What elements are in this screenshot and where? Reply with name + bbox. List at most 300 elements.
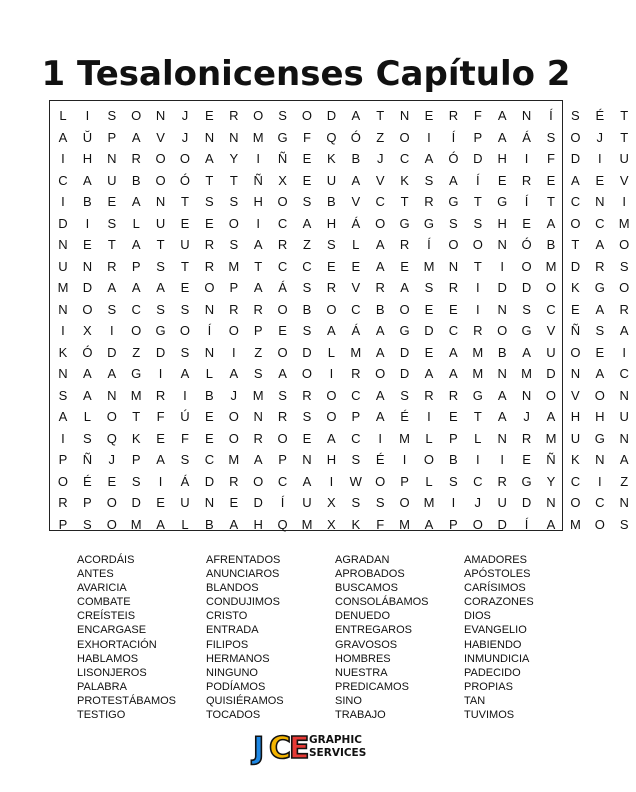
grid-letter: H (253, 516, 263, 532)
grid-letter: A (400, 280, 409, 295)
grid-letter: E (156, 495, 165, 510)
grid-letter: C (570, 473, 581, 489)
grid-letter: C (595, 495, 605, 510)
grid-letter: S (449, 473, 458, 489)
grid-letter: J (596, 129, 604, 145)
grid-letter: Í (524, 516, 529, 532)
grid-letter: P (131, 452, 141, 467)
grid-letter: S (83, 430, 92, 446)
grid-letter: J (108, 452, 116, 467)
grid-letter: É (83, 473, 92, 489)
word-item: PADECIDO (464, 666, 521, 679)
grid-letter: I (622, 194, 626, 209)
grid-letter: E (107, 194, 117, 209)
grid-letter: A (253, 452, 263, 467)
grid-letter: O (619, 280, 630, 295)
grid-letter: Ú (180, 409, 190, 424)
grid-letter: Í (524, 194, 529, 209)
grid-letter: C (351, 387, 361, 403)
word-item: CORAZONES (464, 596, 534, 609)
grid-letter: R (277, 237, 288, 252)
grid-letter: S (107, 108, 117, 123)
word-item: ENTREGAROS (335, 624, 413, 637)
grid-letter: O (131, 108, 142, 123)
grid-letter: T (229, 172, 238, 188)
grid-letter: O (131, 323, 142, 338)
grid-letter: R (375, 280, 385, 295)
word-item: CARÍSIMOS (464, 582, 526, 595)
grid-letter: I (256, 151, 260, 166)
grid-letter: O (545, 280, 557, 295)
grid-row (50, 234, 630, 256)
grid-letter: F (547, 151, 555, 166)
grid-letter: R (448, 108, 459, 123)
grid-letter: X (327, 516, 336, 532)
grid-letter: J (181, 108, 189, 123)
grid-letter: L (181, 516, 189, 532)
grid-letter: R (448, 387, 459, 403)
grid-row (50, 148, 629, 170)
grid-letter: A (58, 409, 68, 424)
logo-text-services: SERVICES (309, 747, 367, 759)
grid-letter: O (179, 323, 191, 338)
grid-letter: N (204, 495, 215, 510)
grid-letter: Á (522, 129, 531, 145)
grid-letter: L (425, 430, 433, 446)
grid-letter: A (375, 387, 385, 403)
grid-letter: Ŭ (82, 129, 93, 145)
grid-letter: I (183, 387, 187, 403)
grid-letter: L (83, 409, 91, 424)
grid-letter: T (181, 258, 189, 274)
grid-letter: A (131, 237, 141, 252)
grid-letter: É (595, 108, 605, 123)
grid-letter: C (619, 366, 629, 381)
word-item: SINO (335, 694, 362, 707)
word-item: HOMBRES (335, 652, 391, 665)
grid-letter: Y (229, 151, 239, 166)
grid-letter: L (352, 237, 360, 252)
grid-letter: Q (277, 516, 288, 532)
grid-letter: A (205, 151, 214, 166)
grid-letter: N (619, 495, 629, 510)
word-item: ANTES (77, 568, 114, 581)
grid-letter: S (180, 452, 190, 467)
grid-letter: E (424, 301, 434, 317)
grid-letter: K (400, 172, 409, 188)
grid-letter: M (618, 215, 630, 231)
grid-letter: R (473, 323, 483, 338)
grid-letter: S (205, 194, 214, 209)
grid-letter: A (619, 452, 629, 467)
grid-letter: T (473, 194, 482, 209)
grid-letter: R (399, 237, 410, 252)
grid-letter: D (570, 151, 581, 166)
word-item: HERMANOS (206, 652, 270, 665)
grid-letter: A (546, 516, 556, 532)
grid-letter: R (107, 258, 117, 274)
grid-letter: P (449, 516, 458, 532)
grid-letter: I (158, 473, 163, 489)
grid-letter: A (595, 366, 605, 381)
grid-letter: A (302, 473, 312, 489)
grid-letter: D (570, 258, 581, 274)
grid-letter: I (427, 129, 431, 145)
grid-letter: B (351, 151, 361, 166)
grid-letter: R (302, 387, 312, 403)
grid-letter: E (595, 172, 605, 188)
grid-letter: A (497, 409, 507, 424)
grid-letter: O (472, 237, 483, 252)
grid-letter: C (58, 172, 68, 188)
grid-letter: M (252, 129, 264, 145)
grid-letter: F (473, 108, 482, 123)
grid-letter: A (595, 237, 605, 252)
word-item: CONSOLÁBAMOS (335, 596, 429, 609)
grid-letter: R (253, 301, 263, 317)
grid-letter: E (180, 280, 190, 295)
grid-letter: R (448, 280, 459, 295)
grid-row (50, 363, 629, 385)
grid-letter: D (302, 344, 312, 360)
grid-letter: E (302, 430, 312, 446)
grid-letter: E (522, 452, 531, 467)
grid-letter: I (85, 215, 90, 231)
grid-letter: C (277, 215, 288, 231)
grid-letter: A (83, 387, 92, 403)
grid-letter: A (107, 280, 117, 295)
grid-letter: S (424, 280, 434, 295)
grid-letter: M (423, 495, 435, 510)
grid-letter: S (253, 366, 263, 381)
grid-letter: D (326, 108, 337, 123)
grid-letter: I (61, 194, 65, 209)
grid-letter: V (546, 323, 556, 338)
word-item: GRAVOSOS (335, 638, 398, 651)
grid-letter: M (228, 258, 240, 274)
grid-letter: Ñ (82, 452, 93, 467)
grid-letter: L (132, 215, 140, 231)
grid-letter: A (351, 108, 361, 123)
grid-letter: H (595, 409, 605, 424)
word-item: AFRENTADOS (206, 554, 281, 566)
grid-letter: M (545, 258, 557, 274)
grid-letter: R (229, 108, 239, 123)
grid-letter: Q (326, 129, 337, 145)
grid-letter: M (252, 387, 264, 403)
word-item: HABIENDO (464, 638, 522, 651)
grid-letter: N (546, 495, 556, 510)
grid-letter: F (376, 516, 385, 532)
grid-letter: O (399, 129, 410, 145)
grid-letter: A (180, 366, 190, 381)
grid-letter: N (204, 129, 215, 145)
grid-letter: S (302, 194, 312, 209)
word-item: AVARICIA (77, 582, 127, 595)
word-item: INMUNDICIA (464, 652, 530, 665)
grid-letter: T (107, 237, 116, 252)
grid-letter: I (61, 430, 65, 446)
grid-letter: L (59, 108, 67, 123)
grid-letter: J (474, 495, 482, 510)
grid-letter: F (156, 409, 165, 424)
grid-letter: A (375, 344, 385, 360)
grid-letter: K (351, 516, 361, 532)
grid-letter: I (597, 473, 602, 489)
grid-letter: M (301, 516, 313, 532)
grid-letter: O (570, 344, 581, 360)
grid-letter: B (131, 172, 141, 188)
grid-letter: G (594, 280, 605, 295)
grid-letter: P (58, 516, 68, 532)
grid-letter: A (229, 516, 239, 532)
grid-letter: C (351, 301, 361, 317)
grid-letter: N (497, 430, 507, 446)
grid-letter: A (83, 172, 92, 188)
grid-letter: K (571, 280, 580, 295)
grid-letter: A (571, 172, 580, 188)
grid-letter: D (546, 366, 556, 381)
grid-row (50, 170, 629, 192)
grid-letter: O (375, 215, 386, 231)
grid-letter: I (475, 452, 480, 467)
grid-letter: E (449, 301, 458, 317)
grid-letter: I (61, 323, 65, 338)
grid-letter: A (497, 387, 507, 403)
grid-letter: O (497, 323, 508, 338)
grid-letter: C (277, 258, 288, 274)
grid-letter: D (399, 344, 410, 360)
grid-letter: Á (180, 473, 190, 489)
grid-letter: S (619, 258, 629, 274)
grid-letter: U (326, 172, 337, 188)
grid-letter: A (156, 452, 165, 467)
grid-letter: B (327, 194, 336, 209)
word-item: TESTIGO (77, 709, 126, 722)
word-item: DENUEDO (335, 610, 391, 623)
grid-letter: S (473, 215, 483, 231)
grid-letter: N (204, 344, 215, 360)
grid-letter: A (375, 323, 385, 338)
grid-letter: K (58, 344, 68, 360)
word-item: PREDICAMOS (335, 680, 409, 693)
word-column (206, 553, 334, 722)
grid-letter: I (475, 280, 480, 295)
grid-letter: R (595, 258, 605, 274)
grid-letter: O (423, 452, 435, 467)
grid-letter: A (375, 258, 385, 274)
grid-letter: E (424, 108, 434, 123)
grid-letter: M (57, 280, 69, 295)
grid-letter: V (571, 387, 580, 403)
word-item: EVANGELIO (464, 624, 527, 637)
word-item: BLANDOS (206, 582, 259, 595)
grid-letter: É (400, 409, 409, 424)
grid-letter: P (58, 452, 68, 467)
grid-letter: R (424, 387, 434, 403)
grid-letter: M (569, 516, 581, 532)
grid-letter: M (472, 366, 484, 381)
grid-letter: P (278, 452, 287, 467)
grid-letter: S (107, 215, 117, 231)
grid-letter: O (253, 473, 264, 489)
grid-letter: A (107, 366, 117, 381)
word-item: PROTESTÁBAMOS (77, 694, 177, 707)
grid-letter: Ó (179, 172, 191, 188)
grid-letter: H (326, 215, 337, 231)
grid-letter: D (521, 495, 532, 510)
grid-letter: C (399, 151, 410, 166)
grid-row (50, 277, 630, 299)
grid-letter: C (546, 301, 556, 317)
grid-letter: V (156, 129, 165, 145)
grid-letter: C (570, 194, 581, 209)
grid-letter: E (327, 258, 336, 274)
grid-letter: H (497, 151, 507, 166)
grid-letter: T (205, 172, 214, 188)
grid-letter: O (594, 387, 605, 403)
grid-letter: S (278, 387, 287, 403)
grid-row (50, 449, 629, 471)
grid-letter: G (399, 323, 410, 338)
grid-letter: T (620, 129, 629, 145)
grid-letter: M (399, 516, 410, 532)
grid-letter: D (497, 516, 507, 532)
grid-letter: T (132, 409, 141, 424)
grid-letter: T (156, 237, 165, 252)
grid-letter: M (472, 344, 484, 360)
logo-letter-e: E (289, 731, 310, 766)
grid-letter: O (399, 301, 410, 317)
grid-letter: T (400, 194, 409, 209)
grid-letter: A (595, 301, 605, 317)
grid-row (50, 256, 629, 278)
grid-letter: I (109, 323, 114, 338)
grid-letter: S (229, 194, 239, 209)
grid-letter: P (253, 323, 263, 338)
grid-letter: N (497, 301, 507, 317)
grid-letter: B (546, 237, 556, 252)
grid-letter: U (546, 344, 556, 360)
grid-letter: S (522, 301, 531, 317)
grid-letter: E (278, 323, 287, 338)
grid-letter: S (327, 237, 336, 252)
grid-letter: S (107, 301, 117, 317)
grid-letter: N (204, 301, 215, 317)
grid-letter: Z (376, 129, 385, 145)
grid-letter: H (253, 194, 263, 209)
grid-letter: B (375, 301, 385, 317)
grid-letter: N (497, 366, 507, 381)
word-column (335, 553, 463, 722)
logo-text-graphic: GRAPHIC (309, 734, 362, 746)
grid-letter: A (58, 129, 68, 145)
grid-letter: A (424, 151, 434, 166)
jce-graphic-services-logo (251, 727, 367, 766)
grid-letter: Ñ (546, 452, 556, 467)
grid-letter: E (302, 151, 312, 166)
grid-letter: N (570, 366, 581, 381)
grid-letter: E (302, 172, 312, 188)
grid-letter: D (521, 280, 532, 295)
grid-letter: G (277, 129, 288, 145)
grid-letter: I (256, 215, 260, 231)
grid-letter: N (58, 366, 68, 381)
grid-letter: A (229, 366, 239, 381)
grid-letter: E (522, 215, 531, 231)
grid-letter: Ñ (253, 172, 263, 188)
grid-letter: R (229, 301, 239, 317)
grid-letter: I (158, 366, 163, 381)
grid-row (50, 299, 629, 321)
grid-letter: U (107, 172, 117, 188)
grid-letter: Á (351, 215, 361, 231)
grid-letter: A (302, 215, 312, 231)
grid-letter: O (228, 409, 239, 424)
grid-letter: V (351, 194, 361, 209)
grid-letter: Í (427, 237, 431, 252)
grid-letter: N (521, 108, 532, 123)
grid-letter: E (156, 430, 165, 446)
letter-grid (49, 100, 630, 532)
grid-letter: O (277, 344, 288, 360)
logo-graphic (251, 727, 367, 766)
grid-letter: O (106, 495, 117, 510)
grid-letter: G (497, 194, 508, 209)
grid-letter: Í (207, 323, 212, 338)
grid-letter: A (522, 344, 531, 360)
grid-letter: S (571, 108, 580, 123)
grid-letter: X (327, 495, 336, 510)
grid-letter: R (204, 258, 215, 274)
grid-letter: I (597, 151, 602, 166)
grid-letter: O (82, 301, 93, 317)
word-column (77, 553, 205, 722)
grid-letter: O (521, 258, 532, 274)
grid-letter: A (497, 108, 507, 123)
grid-letter: O (570, 495, 581, 510)
grid-letter: R (521, 430, 532, 446)
grid-letter: P (351, 409, 361, 424)
grid-letter: E (229, 495, 239, 510)
grid-letter: B (497, 344, 507, 360)
grid-row (50, 127, 629, 149)
grid-letter: T (620, 108, 629, 123)
word-item: COMBATE (77, 596, 131, 609)
grid-letter: Í (475, 172, 480, 188)
grid-letter: C (448, 323, 459, 338)
grid-letter: K (571, 452, 580, 467)
word-item: ACORDÁIS (77, 554, 135, 566)
grid-letter: C (595, 215, 605, 231)
grid-letter: N (399, 108, 410, 123)
grid-letter: S (595, 323, 605, 338)
grid-letter: U (155, 215, 166, 231)
grid-letter: E (595, 344, 605, 360)
grid-letter: D (399, 366, 410, 381)
grid-letter: I (427, 409, 431, 424)
grid-letter: L (327, 344, 335, 360)
grid-letter: S (302, 280, 312, 295)
grid-letter: T (571, 237, 580, 252)
grid-letter: E (571, 301, 580, 317)
grid-letter: O (179, 151, 191, 166)
grid-letter: S (546, 129, 556, 145)
grid-letter: U (570, 430, 581, 446)
grid-letter: E (205, 215, 214, 231)
grid-letter: O (326, 301, 337, 317)
grid-row (50, 406, 629, 428)
